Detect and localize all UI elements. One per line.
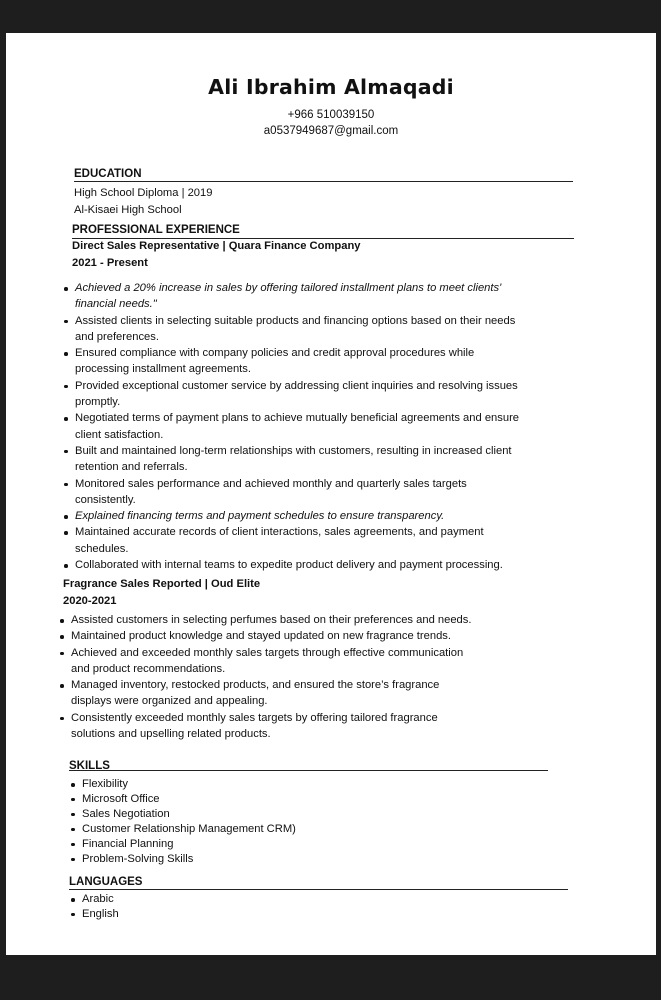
job1-title: Direct Sales Representative | Quara Finance Company bbox=[72, 240, 361, 252]
bullet-item-continuation: financial needs." bbox=[75, 298, 157, 311]
phone-number: +966 510039150 bbox=[287, 109, 375, 121]
bullet-item: Negotiated terms of payment plans to achieve mutually beneficial agreements and ensure bbox=[75, 410, 519, 426]
education-divider bbox=[74, 181, 573, 182]
languages-heading: LANGUAGES bbox=[69, 876, 143, 888]
bullet-item-continuation: displays were organized and appealing. bbox=[71, 695, 268, 708]
skill-item: Problem-Solving Skills bbox=[82, 852, 296, 867]
bullet-item: Explained financing terms and payment schedules to ensure transparency. bbox=[75, 508, 519, 524]
bullet-item: Maintained product knowledge and stayed updated on new fragrance trends. bbox=[71, 628, 471, 644]
bullet-item-continuation: schedules. bbox=[75, 542, 129, 555]
bullet-item-continuation: consistently. bbox=[75, 493, 136, 506]
bullet-item-continuation: client satisfaction. bbox=[75, 428, 164, 441]
skill-item: Financial Planning bbox=[82, 837, 296, 852]
job2-dates: 2020-2021 bbox=[63, 595, 117, 607]
bullet-item-continuation: solutions and upselling related products. bbox=[71, 728, 271, 741]
bullet-item-continuation: promptly. bbox=[75, 396, 121, 409]
bullet-item-continuation: retention and referrals. bbox=[75, 461, 188, 474]
bullet-item: Achieved and exceeded monthly sales targets through effective communication bbox=[71, 645, 471, 661]
bullet-item: Collaborated with internal teams to expedite product delivery and payment processing. bbox=[75, 557, 519, 573]
bullet-item: Consistently exceeded monthly sales targets by offering tailored fragrance bbox=[71, 710, 471, 726]
experience-heading: PROFESSIONAL EXPERIENCE bbox=[72, 224, 240, 236]
bullet-item-continuation: processing installment agreements. bbox=[75, 363, 251, 376]
resume-page bbox=[6, 33, 656, 955]
bullet-item: Assisted clients in selecting suitable products and financing options based on their needs bbox=[75, 313, 519, 329]
skill-item: Flexibility bbox=[82, 777, 296, 792]
bullet-item: Achieved a 20% increase in sales by offering tailored installment plans to meet clients' bbox=[75, 280, 519, 296]
job1-bullet-list bbox=[75, 280, 519, 573]
bullet-item: Assisted customers in selecting perfumes based on their preferences and needs. bbox=[71, 612, 471, 628]
skills-list bbox=[82, 777, 296, 866]
bullet-item: Maintained accurate records of client interactions, sales agreements, and payment bbox=[75, 524, 519, 540]
job2-title: Fragrance Sales Reported | Oud Elite bbox=[63, 578, 261, 590]
bullet-item: Managed inventory, restocked products, and ensured the store’s fragrance bbox=[71, 677, 471, 693]
bullet-item: Built and maintained long-term relationships with customers, resulting in increased client bbox=[75, 443, 519, 459]
bullet-item-continuation: and preferences. bbox=[75, 330, 159, 343]
languages-divider bbox=[69, 889, 568, 890]
bullet-item: Ensured compliance with company policies and credit approval procedures while bbox=[75, 345, 519, 361]
experience-divider bbox=[72, 238, 574, 239]
education-school: Al-Kisaei High School bbox=[74, 204, 182, 216]
bullet-item-continuation: and product recommendations. bbox=[71, 662, 226, 675]
candidate-name: Ali Ibrahim Almaqadi bbox=[208, 75, 454, 99]
languages-list bbox=[82, 892, 119, 922]
language-item: Arabic bbox=[82, 892, 119, 907]
skill-item: Microsoft Office bbox=[82, 792, 296, 807]
skill-item: Customer Relationship Management CRM) bbox=[82, 822, 296, 835]
job2-bullet-list bbox=[71, 612, 471, 742]
education-heading: EDUCATION bbox=[74, 168, 142, 180]
bullet-item: Provided exceptional customer service by addressing client inquiries and resolving issues bbox=[75, 378, 519, 394]
education-degree: High School Diploma | 2019 bbox=[74, 187, 213, 199]
skill-item: Sales Negotiation bbox=[82, 807, 296, 822]
skills-heading: SKILLS bbox=[69, 760, 110, 772]
bullet-item: Monitored sales performance and achieved monthly and quarterly sales targets bbox=[75, 476, 519, 492]
job1-dates: 2021 - Present bbox=[72, 257, 148, 269]
skills-divider bbox=[69, 770, 548, 771]
language-item: English bbox=[82, 907, 119, 920]
email-address: a0537949687@gmail.com bbox=[263, 125, 399, 137]
